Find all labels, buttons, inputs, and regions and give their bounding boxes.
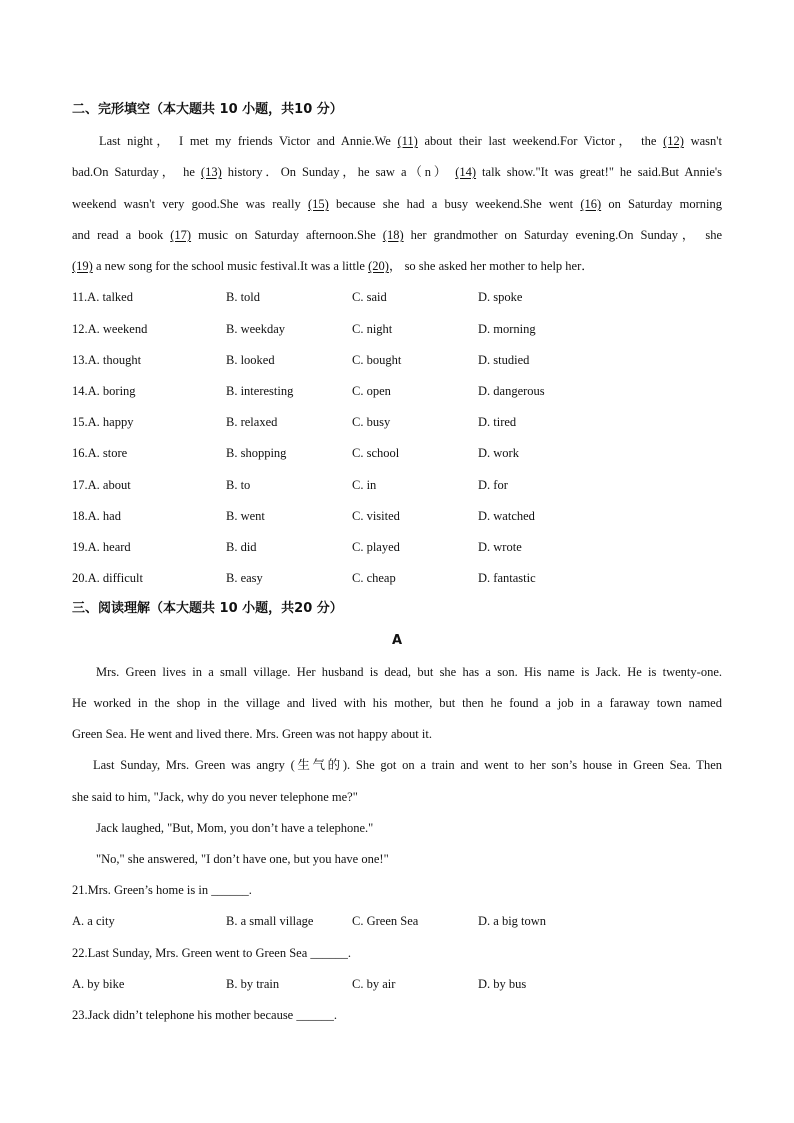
option-c: C. busy xyxy=(352,415,391,429)
blank-17: (17) xyxy=(170,228,192,242)
option-b: B. looked xyxy=(226,353,275,367)
option-b: B. told xyxy=(226,290,261,304)
blank-19: (19) xyxy=(72,259,93,273)
option-d: D. fantastic xyxy=(478,571,536,585)
option-a: 17.A. about xyxy=(72,478,131,492)
blank-16: (16) xyxy=(580,197,602,211)
question-row-14 xyxy=(72,383,722,399)
option-b: B. interesting xyxy=(226,384,294,398)
text: weekend wasn't very good.She was really xyxy=(72,197,308,211)
question-row-17 xyxy=(72,477,722,493)
question-22: 22.Last Sunday, Mrs. Green went to Green Sea ______. xyxy=(72,946,351,960)
option-d: D. tired xyxy=(478,415,517,429)
question-row-18 xyxy=(72,508,722,524)
option-b: B. went xyxy=(226,509,265,523)
cloze-line-1 xyxy=(99,133,722,149)
option-d: D. spoke xyxy=(478,290,523,304)
text: her grandmother on Saturday evening.On Sunday， she xyxy=(403,228,723,242)
text: music on Saturday afternoon.She xyxy=(191,228,383,242)
text: on Saturday morning xyxy=(601,197,722,211)
option-c: C. visited xyxy=(352,509,400,523)
option-a: 16.A. store xyxy=(72,446,128,460)
option-c: C. cheap xyxy=(352,571,396,585)
passage-line-3: Green Sea. He went and lived there. Mrs. Green was not happy about it. xyxy=(72,727,432,741)
option-d: D. dangerous xyxy=(478,384,545,398)
option-c: C. by air xyxy=(352,977,396,991)
passage-line-6: Jack laughed, "But, Mom, you don’t have a telephone." xyxy=(96,821,374,835)
text: about their last weekend.For Victor， the xyxy=(417,134,664,148)
blank-20: (20) xyxy=(368,259,389,273)
text: bad.On Saturday， he xyxy=(72,165,201,179)
option-c: C. bought xyxy=(352,353,402,367)
option-b: B. relaxed xyxy=(226,415,278,429)
question-row-15 xyxy=(72,414,722,430)
passage-line-1: Mrs. Green lives in a small village. Her husband is dead, but she has a son. His name is Jack. He is twenty-one. xyxy=(96,665,722,679)
cloze-line-5 xyxy=(72,258,722,274)
option-d: D. by bus xyxy=(478,977,527,991)
cloze-line-4 xyxy=(72,227,722,243)
option-a: 20.A. difficult xyxy=(72,571,143,585)
question-row-16 xyxy=(72,445,722,461)
option-a: A. by bike xyxy=(72,977,125,991)
option-a: 12.A. weekend xyxy=(72,322,148,336)
question-row-12 xyxy=(72,321,722,337)
option-a: 15.A. happy xyxy=(72,415,134,429)
blank-12: (12) xyxy=(663,134,684,148)
option-c: C. night xyxy=(352,322,393,336)
question-21-options xyxy=(72,913,722,929)
text: a new song for the school music festival.It was a little xyxy=(92,259,369,273)
option-a: 13.A. thought xyxy=(72,353,142,367)
cloze-line-3 xyxy=(72,196,722,212)
option-d: D. wrote xyxy=(478,540,522,554)
question-22-options xyxy=(72,976,722,992)
text: because she had a busy weekend.She went xyxy=(328,197,581,211)
passage-line-5: she said to him, "Jack, why do you never telephone me?" xyxy=(72,790,358,804)
blank-11: (11) xyxy=(397,134,418,148)
option-c: C. in xyxy=(352,478,377,492)
text: wasn't xyxy=(683,134,722,148)
option-d: D. morning xyxy=(478,322,536,336)
option-b: B. did xyxy=(226,540,257,554)
option-c: C. Green Sea xyxy=(352,914,419,928)
question-row-13 xyxy=(72,352,722,368)
option-a: A. a city xyxy=(72,914,115,928)
text: talk show."It was great!" he said.But Annie's xyxy=(476,165,722,179)
text: ， so she asked her mother to help her． xyxy=(388,259,594,273)
option-c: C. played xyxy=(352,540,400,554)
passage-title: A xyxy=(391,633,403,648)
text: Last night， I met my friends Victor and Annie.We xyxy=(99,134,398,148)
option-b: B. by train xyxy=(226,977,280,991)
option-b: B. easy xyxy=(226,571,263,585)
option-a: 19.A. heard xyxy=(72,540,131,554)
section-heading-cloze: 二、完形填空（本大题共 10 小题，共10 分） xyxy=(72,102,343,117)
passage-line-2: He worked in the shop in the village and lived with his mother, but then he found a job in a faraway town named xyxy=(72,696,722,710)
passage-line-4: Last Sunday, Mrs. Green was angry (生气的). She got on a train and went to her son’s house in Green Sea. Then xyxy=(93,758,722,772)
section-heading-reading: 三、阅读理解（本大题共 10 小题，共20 分） xyxy=(72,601,343,616)
option-c: C. school xyxy=(352,446,400,460)
option-a: 11.A. talked xyxy=(72,290,133,304)
option-a: 18.A. had xyxy=(72,509,121,523)
option-d: D. watched xyxy=(478,509,535,523)
passage-line-7: "No," she answered, "I don’t have one, but you have one!" xyxy=(96,852,389,866)
option-b: B. weekday xyxy=(226,322,286,336)
question-23: 23.Jack didn’t telephone his mother because ______. xyxy=(72,1008,337,1022)
blank-14: (14) xyxy=(455,165,477,179)
cloze-line-2 xyxy=(72,164,722,180)
option-a: 14.A. boring xyxy=(72,384,136,398)
option-b: B. to xyxy=(226,478,251,492)
option-d: D. for xyxy=(478,478,508,492)
option-c: C. open xyxy=(352,384,391,398)
option-d: D. work xyxy=(478,446,519,460)
option-b: B. a small village xyxy=(226,914,314,928)
blank-13: (13) xyxy=(200,165,222,179)
question-row-19 xyxy=(72,539,722,555)
text: history．On Sunday，he saw a（n） xyxy=(221,165,456,179)
option-b: B. shopping xyxy=(226,446,287,460)
blank-15: (15) xyxy=(307,197,329,211)
question-21: 21.Mrs. Green’s home is in ______. xyxy=(72,883,252,897)
text: and read a book xyxy=(72,228,171,242)
option-d: D. a big town xyxy=(478,914,547,928)
blank-18: (18) xyxy=(382,228,404,242)
question-row-20 xyxy=(72,570,722,586)
option-d: D. studied xyxy=(478,353,530,367)
question-row-11 xyxy=(72,289,722,305)
option-c: C. said xyxy=(352,290,387,304)
